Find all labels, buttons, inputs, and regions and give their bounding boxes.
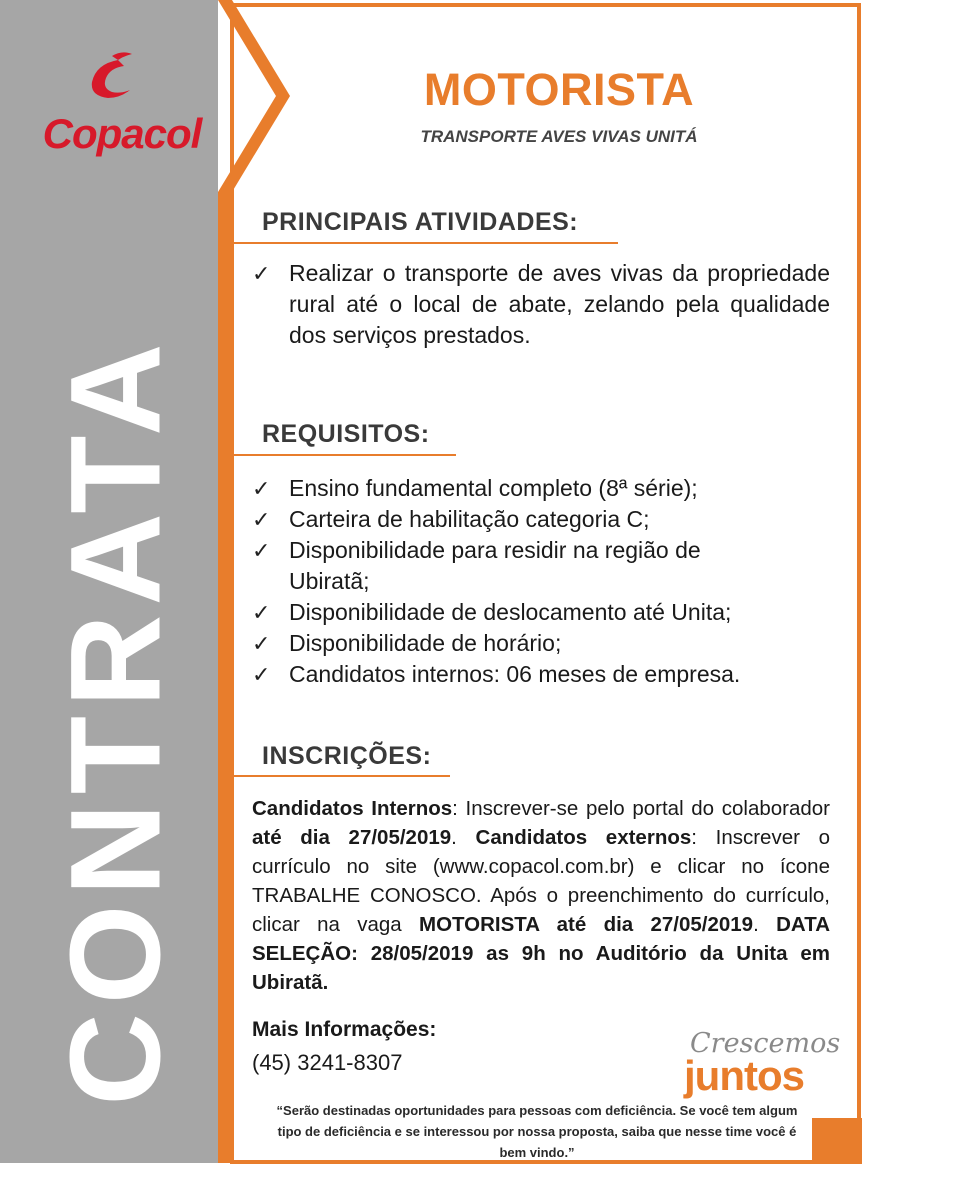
internal-deadline: até dia 27/05/2019 xyxy=(252,826,452,849)
registration-text xyxy=(252,794,830,997)
disclaimer-text: “Serão destinadas oportunidades para pessoas com deficiência. Se você tem algum tipo de deficiência e se interessou por nossa proposta, saiba que nesse time você é bem vindo.” xyxy=(276,1103,798,1160)
separator: . xyxy=(451,826,476,849)
requirement-text: Ensino fundamental completo (8ª série); xyxy=(289,475,698,501)
external-text: : Inscrever o currículo no site (www.copacol.com.br) e clicar no ícone TRABALHE CONOSCO. Após o preenchimento do currículo, clicar na vaga xyxy=(252,826,830,936)
check-icon: ✓ xyxy=(252,507,271,532)
activity-text: Realizar o transporte de aves vivas da propriedade rural até o local de abate, zelando pela qualidade dos serviços prestados. xyxy=(289,260,830,348)
list-item xyxy=(252,504,830,535)
job-title: MOTORISTA xyxy=(423,64,695,115)
list-item xyxy=(252,258,830,351)
check-icon: ✓ xyxy=(252,261,271,286)
external-label: Candidatos externos xyxy=(475,826,692,849)
requirement-text: Disponibilidade de horário; xyxy=(289,630,562,656)
requirements-underline xyxy=(230,454,456,456)
selection-date: DATA SELEÇÃO: 28/05/2019 as 9h no Auditório da Unita em Ubiratã. xyxy=(252,913,831,994)
contact-phone: (45) 3241-8307 xyxy=(252,1050,403,1075)
list-item xyxy=(252,628,830,659)
bottom-accent xyxy=(812,1118,862,1164)
slogan-bottom: juntos xyxy=(684,1052,804,1099)
check-icon: ✓ xyxy=(252,538,271,563)
sentence-end: . xyxy=(753,913,759,936)
logo-wordmark: Copacol xyxy=(42,110,202,157)
contact-label: Mais Informações: xyxy=(252,1018,437,1041)
check-icon: ✓ xyxy=(252,662,271,687)
list-item xyxy=(252,659,830,690)
requirement-text: Disponibilidade de deslocamento até Unita; xyxy=(289,599,732,625)
check-icon: ✓ xyxy=(252,631,271,656)
internal-text: : Inscrever-se pelo portal do colaborador xyxy=(452,797,831,820)
requirement-text: Disponibilidade para residir na região de Ubiratã; xyxy=(289,537,701,594)
requirement-text: Carteira de habilitação categoria C; xyxy=(289,506,650,532)
registration-heading: INSCRIÇÕES: xyxy=(262,742,432,770)
list-item xyxy=(252,535,830,597)
list-item xyxy=(252,473,830,504)
registration-underline xyxy=(230,775,450,777)
requirements-list xyxy=(252,473,830,690)
internal-label: Candidatos Internos xyxy=(252,797,453,820)
list-item xyxy=(252,597,830,628)
slogan-top: Crescemos xyxy=(690,1028,841,1059)
side-banner-text: CONTRATA xyxy=(44,334,188,1106)
activities-heading: PRINCIPAIS ATIVIDADES: xyxy=(262,208,579,236)
check-icon: ✓ xyxy=(252,600,271,625)
copacol-logo xyxy=(22,48,222,168)
requirements-heading: REQUISITOS: xyxy=(262,420,430,448)
check-icon: ✓ xyxy=(252,476,271,501)
activities-list xyxy=(252,258,830,351)
activities-underline xyxy=(230,242,618,244)
external-deadline: MOTORISTA até dia 27/05/2019 xyxy=(419,913,754,936)
requirement-text: Candidatos internos: 06 meses de empresa. xyxy=(289,661,741,687)
slogan-logo xyxy=(684,1028,841,1099)
job-subtitle: TRANSPORTE AVES VIVAS UNITÁ xyxy=(420,127,698,146)
